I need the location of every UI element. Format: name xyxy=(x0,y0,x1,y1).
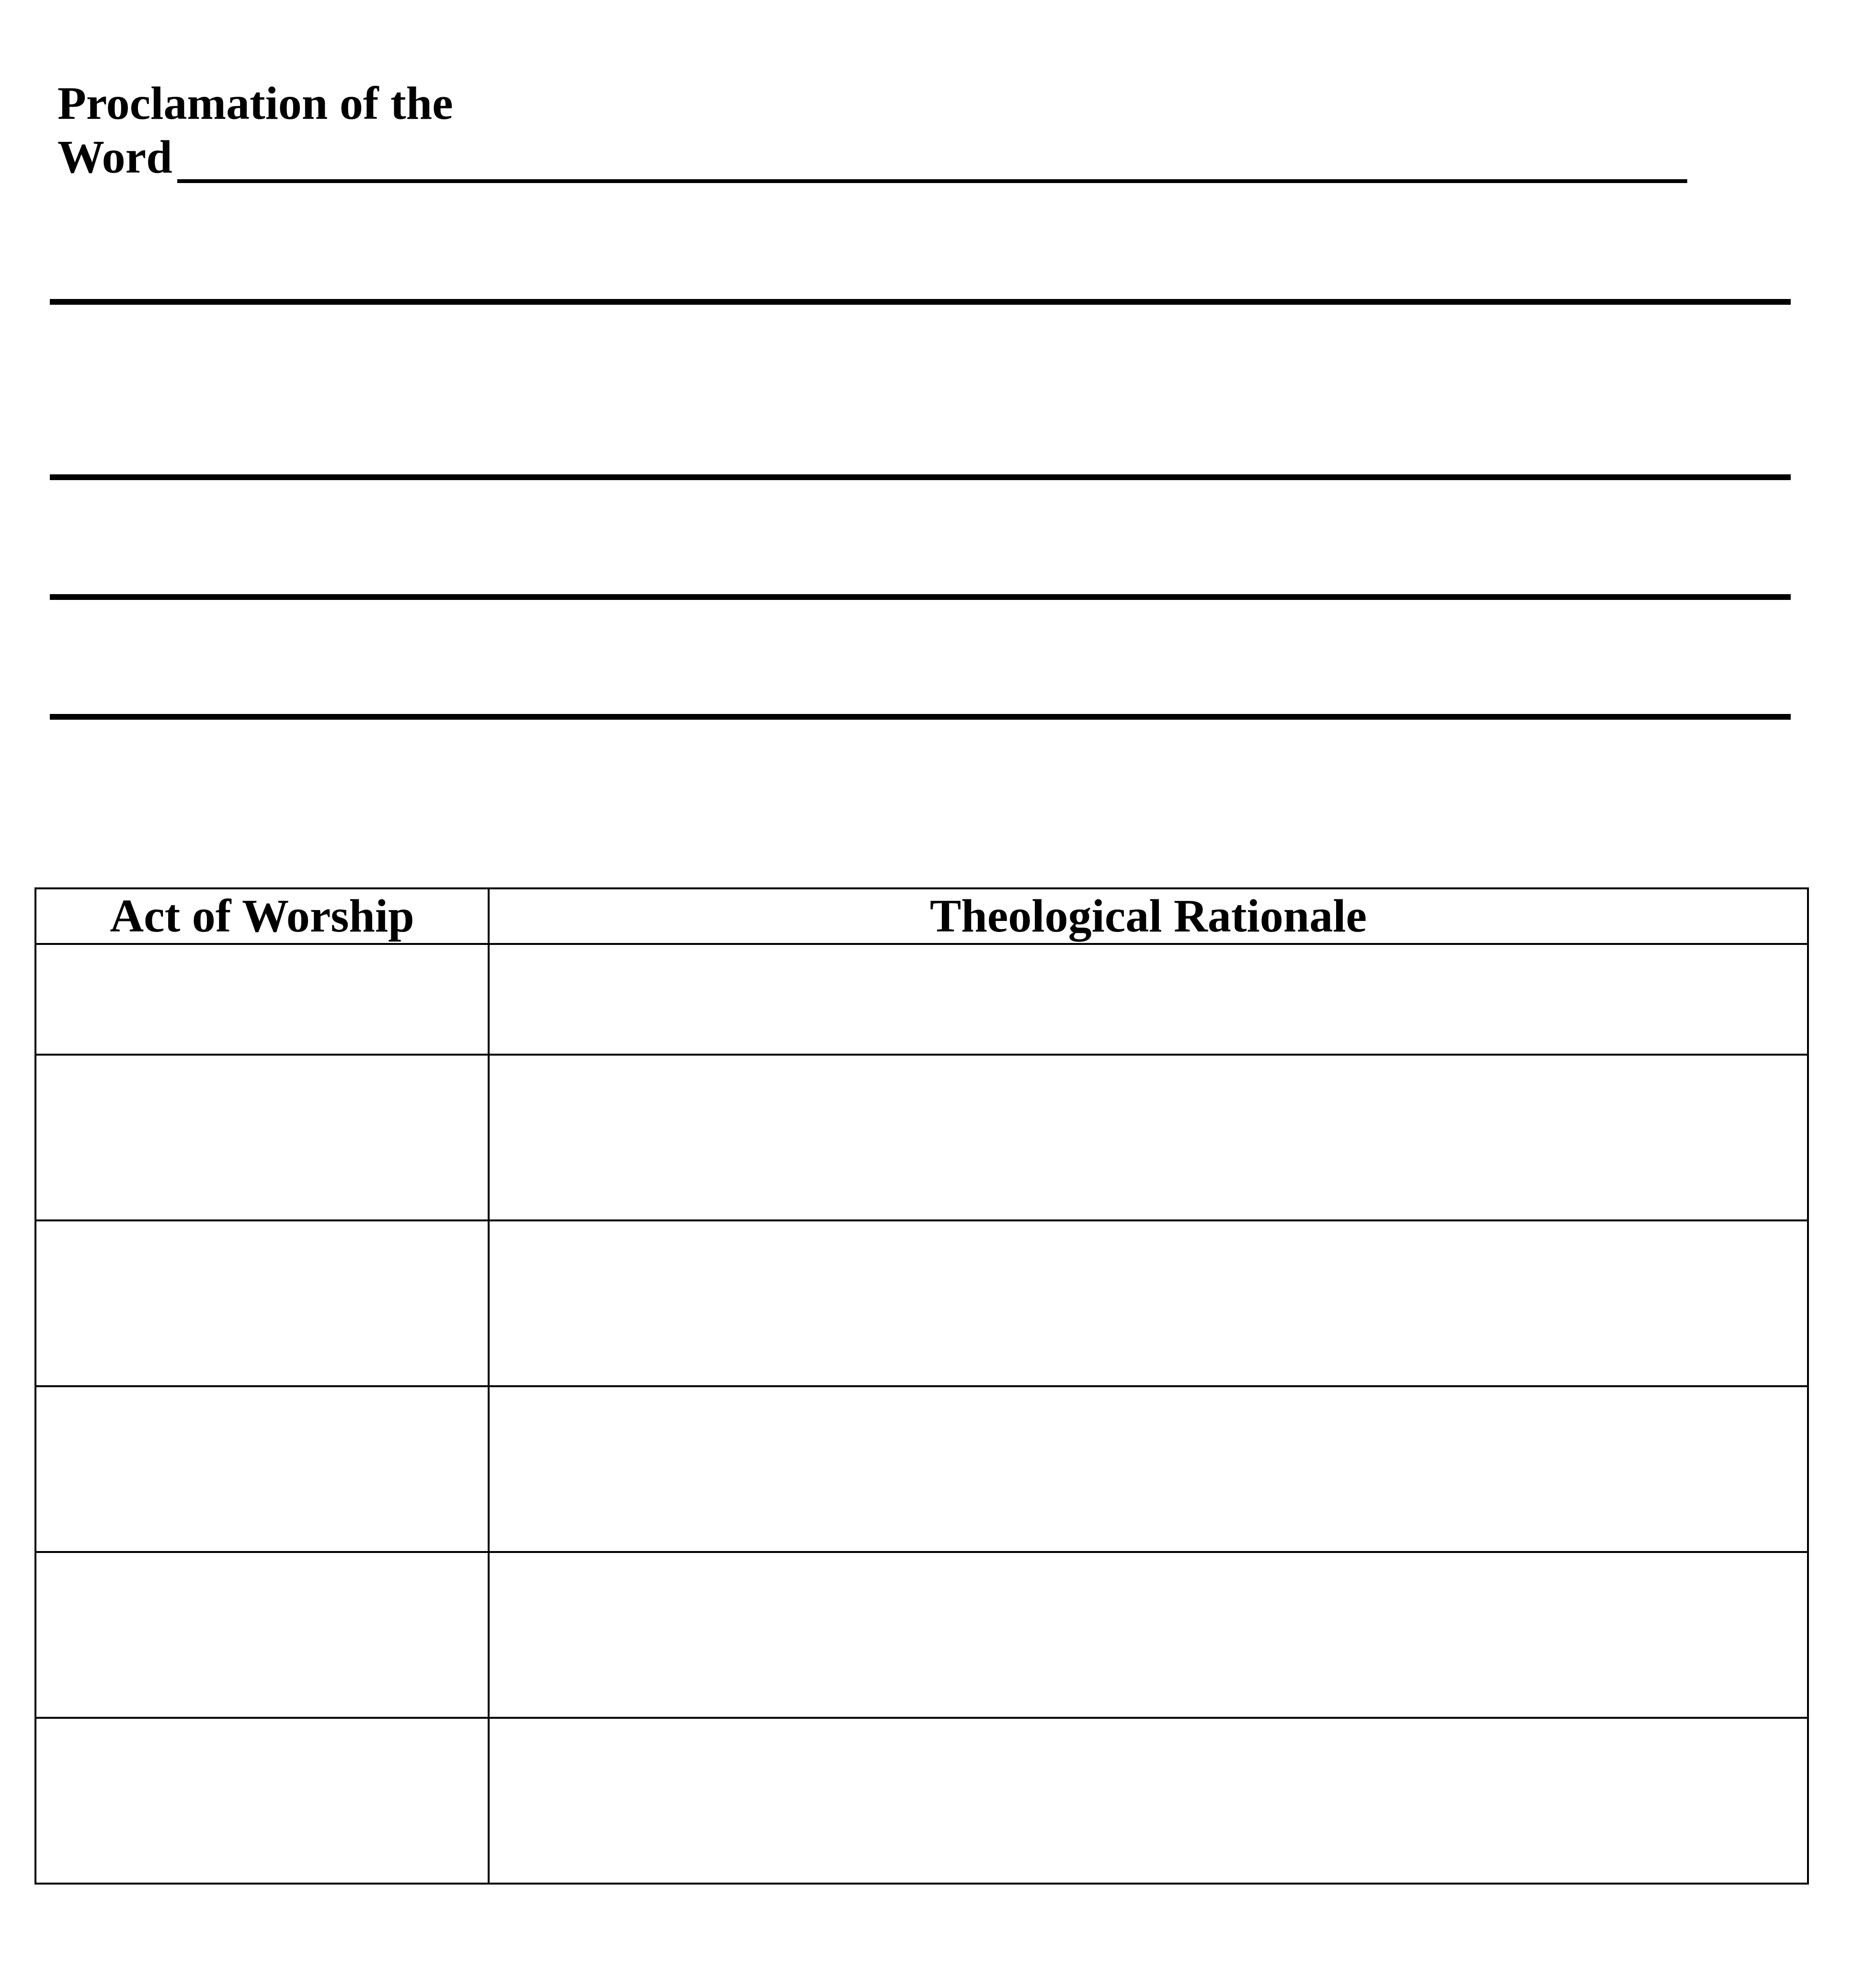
table-row xyxy=(35,1220,1808,1386)
heading-line-2: Word xyxy=(57,131,172,183)
heading-fill-in-line[interactable] xyxy=(177,179,1687,183)
column-header-act-of-worship: Act of Worship xyxy=(35,888,489,944)
table-row xyxy=(35,1552,1808,1718)
writing-line[interactable] xyxy=(50,299,1791,305)
table-row xyxy=(35,1718,1808,1884)
act-of-worship-cell[interactable] xyxy=(35,1055,489,1220)
theological-rationale-cell[interactable] xyxy=(489,1386,1808,1552)
act-of-worship-cell[interactable] xyxy=(35,1718,489,1884)
theological-rationale-cell[interactable] xyxy=(489,1552,1808,1718)
act-of-worship-cell[interactable] xyxy=(35,1552,489,1718)
table-row xyxy=(35,944,1808,1055)
table-row xyxy=(35,1386,1808,1552)
theological-rationale-cell[interactable] xyxy=(489,1220,1808,1386)
writing-line[interactable] xyxy=(50,474,1791,480)
theological-rationale-cell[interactable] xyxy=(489,1055,1808,1220)
act-of-worship-cell[interactable] xyxy=(35,1220,489,1386)
table-row xyxy=(35,1055,1808,1220)
heading-line-1: Proclamation of the xyxy=(57,78,453,129)
writing-line[interactable] xyxy=(50,714,1791,720)
column-header-theological-rationale: Theological Rationale xyxy=(489,888,1808,944)
writing-line[interactable] xyxy=(50,594,1791,600)
act-of-worship-cell[interactable] xyxy=(35,944,489,1055)
theological-rationale-cell[interactable] xyxy=(489,944,1808,1055)
table-header-row xyxy=(35,888,1808,944)
act-of-worship-cell[interactable] xyxy=(35,1386,489,1552)
worship-table xyxy=(34,887,1809,1885)
page-heading xyxy=(57,77,453,184)
theological-rationale-cell[interactable] xyxy=(489,1718,1808,1884)
